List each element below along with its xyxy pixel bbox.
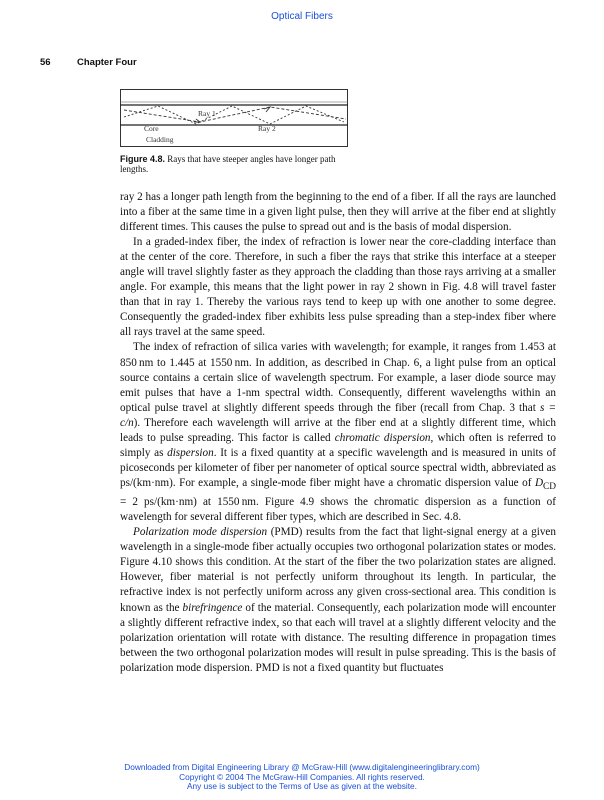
paragraph-4: [120, 525, 556, 675]
figure-caption: [120, 154, 350, 174]
paragraph-3-text: The index of refraction of silica varies with wavelength; for example, it ranges from 1.453 at 850 nm to 1.445 at 1550 nm. In addition, as described in Chap. 6, a light pulse from an optical source contains a certain slice of wavelength spectrum. For example, a laser diode source may emit pulses that have a 1-nm spectral width. Consequently, different wavelengths within an optical pulse travel at slightly different speeds through the fiber (recall from Chap. 3 that: [120, 341, 556, 414]
paragraph-4-text: of the material. Consequently, each polarization mode will encounter a slightly different refractive index, so that each will travel at a slightly different velocity and the polarization orientation will rotate with distance. The resulting difference in propagation times between the two orthogonal polarization modes will result in pulse spreading. This is the basis of polarization mode dispersion. PMD is not a fixed quantity but fluctuates: [120, 601, 556, 674]
figure-caption-label: Figure 4.8.: [120, 154, 166, 164]
paragraph-3-text: ). Therefore each wavelength will arrive at the fiber end at a slightly different time, which leads to pulse spreading. This factor is called: [120, 416, 556, 444]
label-ray-2: Ray 2: [258, 124, 276, 133]
paragraph-3-text: = 2 ps/(km·nm) at 1550 nm. Figure 4.9 shows the chromatic dispersion as a function of wavelength for several different fiber types, which are described in Sec. 4.8.: [120, 496, 556, 524]
body-text: [120, 190, 556, 676]
paragraph-1: ray 2 has a longer path length from the beginning to the end of a fiber. If all the rays are launched into a fiber at the same time in a given light pulse, then they will arrive at the fiber end at slightly different times. This causes the pulse to spread out and is the basis of modal dispersion.: [120, 191, 556, 234]
running-head: [40, 57, 137, 68]
paragraph-4-text: (PMD) results from the fact that light-signal energy at a given wavelength in a single-mode fiber actually occupies two orthogonal polarization states or modes. Figure 4.10 shows this condition. At the start of the fiber the two polarization states are aligned. However, fiber material is not perfectly uniform throughout its length. In particular, the refractive index is not perfectly uniform across any given cross-sectional area. This condition is known as the: [120, 526, 556, 614]
symbol-d: D: [534, 476, 544, 489]
page-number: 56: [40, 57, 51, 68]
footer-copyright: Copyright © 2004 The McGraw-Hill Companies. All rights reserved.: [179, 771, 425, 782]
chapter-title: Chapter Four: [77, 57, 137, 68]
term-birefringence: birefringence: [182, 601, 243, 614]
footer-terms-link[interactable]: Any use is subject to the Terms of Use as given at the website.: [187, 781, 417, 792]
label-core: Core: [144, 124, 159, 133]
footer-download-link[interactable]: Downloaded from Digital Engineering Library @ McGraw-Hill (www.digitalengineeringlibrary.com): [124, 762, 480, 772]
paragraph-2: In a graded-index fiber, the index of refraction is lower near the core-cladding interface than at the center of the core. Therefore, in such a fiber the rays that strike this interface at a steeper angle will travel slightly faster as they approach the cladding than those rays arriving at a smaller angle. For example, this means that the light power in ray 2 shown in Fig. 4.8 will travel faster than that in ray 1. Thereby the various rays tend to keep up with one another to some degree. Consequently the graded-index fiber exhibits less pulse spreading than a step-index fiber where all rays travel at the same speed.: [120, 236, 556, 339]
figure-4-8-ray-diagram: [120, 89, 348, 147]
equation-speed: s = c/n: [120, 401, 557, 429]
book-title-banner[interactable]: Optical Fibers: [271, 11, 333, 22]
footer-notice: [0, 763, 604, 792]
label-ray-1: Ray 1: [198, 109, 216, 118]
paragraph-3-text: , which often is referred to simply as: [120, 431, 556, 459]
paragraph-3-text: . It is a fixed quantity at a specific wavelength and is measured in units of picoseconds per kilometer of fiber per nanometer of optical source spectral width, abbreviated as ps/(km·nm). For example, a single-mode fiber might have a chromatic dispersion value of: [120, 446, 556, 489]
term-dispersion: dispersion: [167, 446, 214, 459]
paragraph-3: [120, 340, 556, 525]
figure-caption-text: Rays that have steeper angles have longer path lengths.: [120, 154, 336, 174]
term-polarization-mode-dispersion: Polarization mode dispersion: [133, 526, 268, 539]
label-cladding: Cladding: [146, 135, 174, 144]
symbol-cd-subscript: CD: [543, 482, 556, 493]
term-chromatic-dispersion: chromatic dispersion: [334, 431, 431, 444]
